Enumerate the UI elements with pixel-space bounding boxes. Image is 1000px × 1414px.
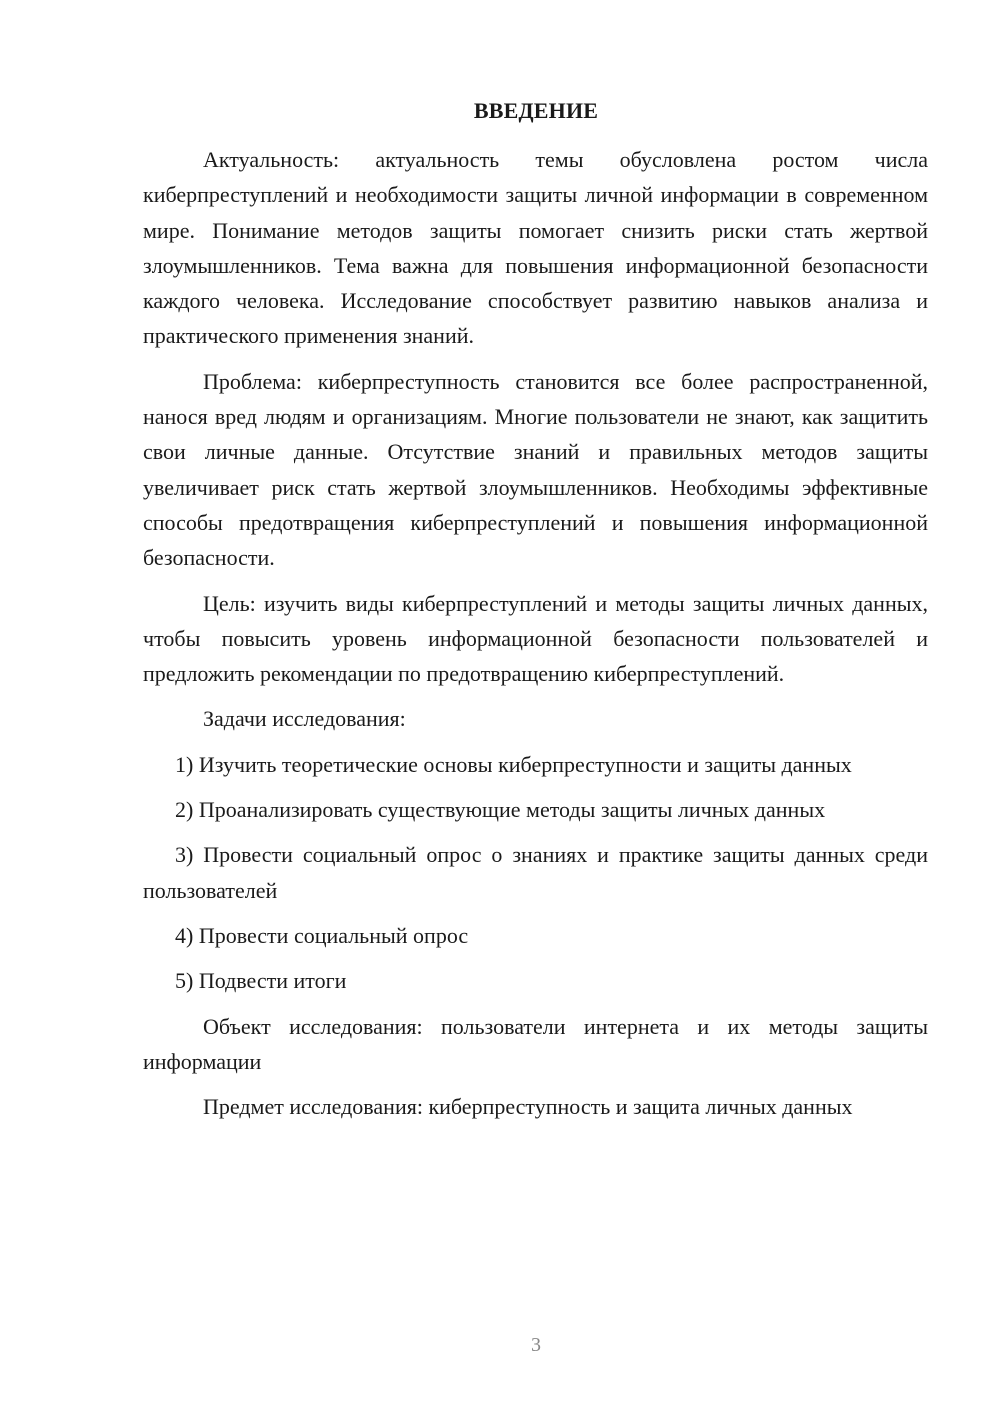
list-item: 1) Изучить теоретические основы киберпреступности и защиты данных — [175, 751, 852, 777]
paragraph-problem: Проблема: киберпреступность становится все более распространенной, нанося вред людям и организациям. Многие пользователи не знают, как защитить свои личные данные. Отсутствие знаний и правильных методов защиты увеличивает риск стать жертвой злоумышленников. Необходимы эффективные способы предотвращения киберпреступлений и повышения информационной безопасности. — [143, 368, 928, 571]
list-item: 2) Проанализировать существующие методы защиты личных данных — [175, 797, 826, 823]
paragraph-object: Объект исследования: пользователи интернета и их методы защиты информации — [143, 1013, 928, 1074]
list-item: 4) Провести социальный опрос — [175, 922, 469, 948]
tasks-heading: Задачи исследования: — [203, 706, 406, 732]
tasks-list — [143, 747, 928, 999]
paragraph-goal: Цель: изучить виды киберпреступлений и методы защиты личных данных, чтобы повысить уровень информационной безопасности пользователей и предложить рекомендации по предотвращению киберпреступлений. — [143, 590, 928, 687]
page-title: ВВЕДЕНИЕ — [473, 98, 599, 123]
page-number: 3 — [531, 1334, 541, 1356]
paragraph-subject: Предмет исследования: киберпреступность и защита личных данных — [203, 1094, 853, 1120]
list-item: 3) Провести социальный опрос о знаниях и практике защиты данных среди пользователей — [143, 842, 928, 903]
list-item: 5) Подвести итоги — [175, 968, 347, 994]
document-body — [143, 142, 928, 1124]
paragraph-relevance: Актуальность: актуальность темы обусловлена ростом числа киберпреступлений и необходимости защиты личной информации в современном мире. Понимание методов защиты помогает снизить риски стать жертвой злоумышленников. Тема важна для повышения информационной безопасности каждого человека. Исследование способствует развитию навыков анализа и практического применения знаний. — [143, 147, 928, 349]
